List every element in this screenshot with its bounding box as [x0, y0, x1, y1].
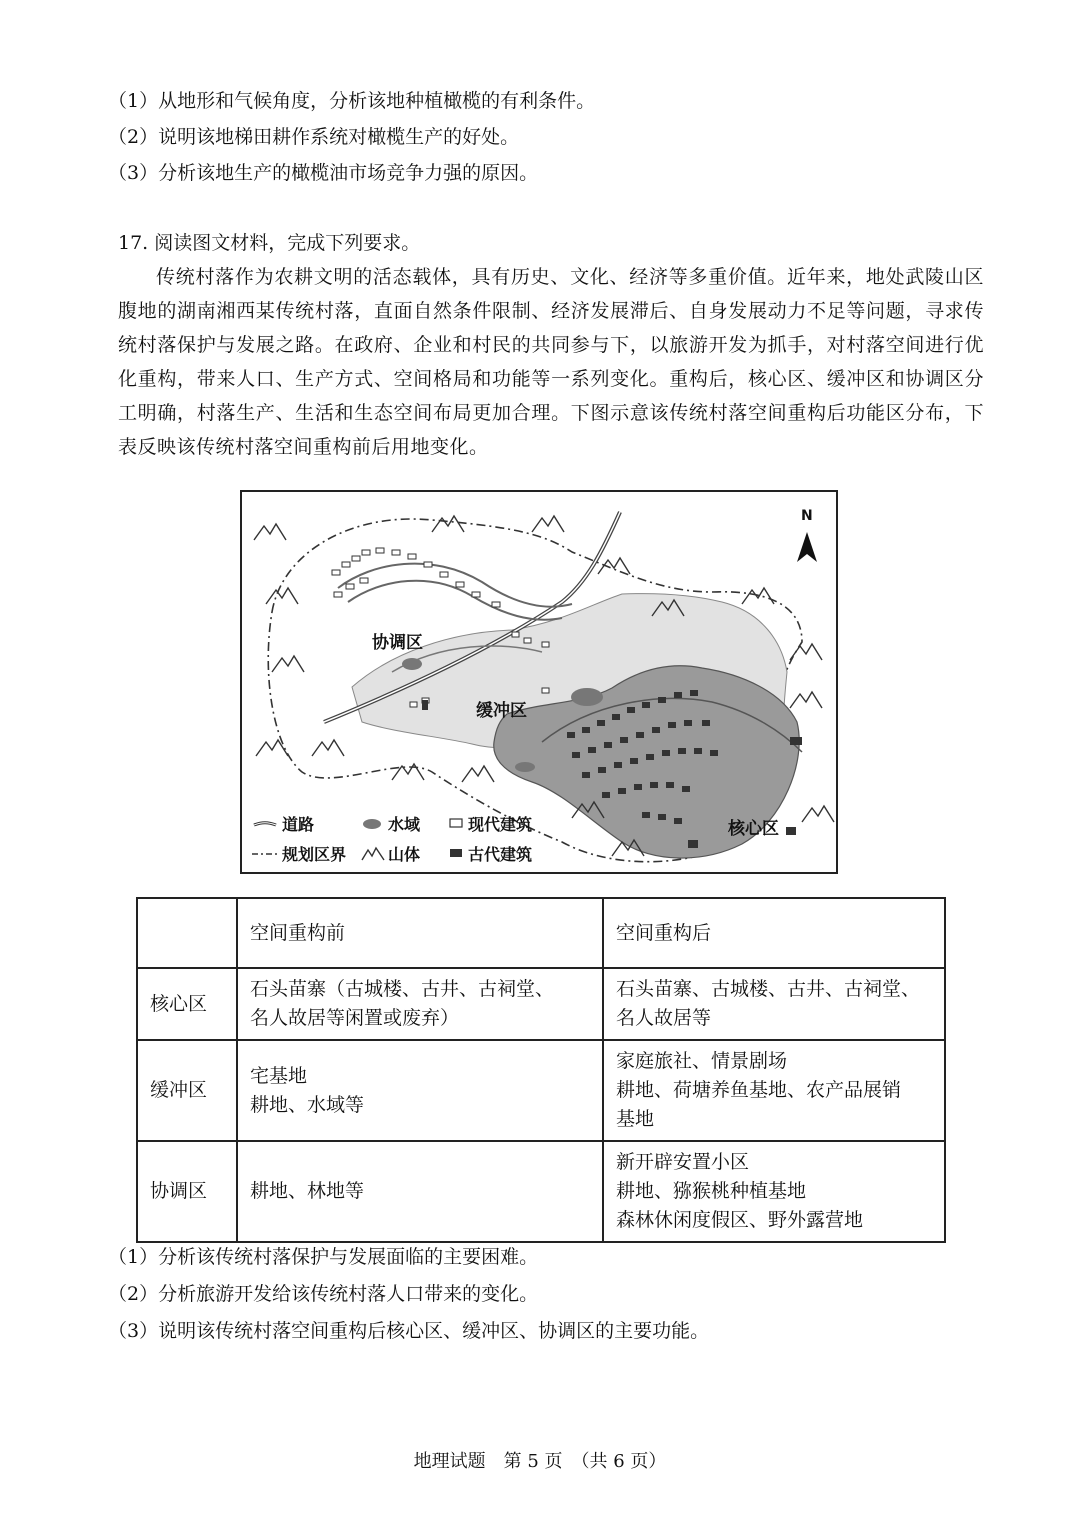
- cell-line: 家庭旅社、情景剧场: [616, 1050, 788, 1072]
- water-body: [515, 762, 535, 772]
- cell-line: 名人故居等闲置或废弃）: [250, 1007, 460, 1029]
- water-body: [571, 688, 603, 706]
- table-header-row: [137, 898, 945, 968]
- table-row: [137, 1040, 945, 1141]
- cell-line: 石头苗寨、古城楼、古井、古祠堂、: [616, 978, 921, 1000]
- cell-line: 名人故居等: [616, 1007, 712, 1029]
- question-item: （3）分析该地生产的橄榄油市场竞争力强的原因。: [108, 162, 539, 184]
- question-item: （3）说明该传统村落空间重构后核心区、缓冲区、协调区的主要功能。: [108, 1320, 710, 1342]
- question-item: （1）分析该传统村落保护与发展面临的主要困难。: [108, 1246, 539, 1268]
- legend-ancient-label: 古代建筑: [468, 845, 533, 864]
- cell-line: 耕地、荷塘养鱼基地、农产品展销: [616, 1079, 902, 1101]
- legend-road-label: 道路: [282, 815, 315, 834]
- water-body: [402, 658, 422, 670]
- question-17-title: 17. 阅读图文材料，完成下列要求。: [118, 232, 421, 254]
- cell-line: 基地: [616, 1108, 655, 1130]
- village-map-figure: [240, 490, 838, 874]
- zone-label-coordination: 协调区: [372, 633, 423, 653]
- table-header-cell: [137, 898, 237, 968]
- table-header-cell: 空间重构前: [237, 898, 603, 968]
- legend-mountain-label: 山体: [388, 845, 421, 864]
- legend-modern-label: 现代建筑: [468, 815, 533, 834]
- zone-cell: 协调区: [137, 1141, 237, 1242]
- table-header-cell: 空间重构后: [603, 898, 945, 968]
- before-cell: [237, 1040, 603, 1141]
- legend-water-label: 水域: [388, 815, 421, 834]
- north-arrow: [797, 532, 817, 562]
- zone-label-core: 核心区: [728, 819, 779, 839]
- question-item: （1）从地形和气候角度，分析该地种植橄榄的有利条件。: [108, 90, 596, 112]
- road: [348, 581, 562, 620]
- zone-cell: 缓冲区: [137, 1040, 237, 1141]
- legend-boundary-label: 规划区界: [282, 845, 347, 864]
- after-cell: [603, 968, 945, 1040]
- cell-line: 新开辟安置小区: [616, 1151, 750, 1173]
- question-item: （2）说明该地梯田耕作系统对橄榄生产的好处。: [108, 126, 520, 148]
- cell-line: 耕地、水域等: [250, 1093, 365, 1116]
- page-footer: 地理试题 第 5 页 （共 6 页）: [413, 1451, 667, 1472]
- cell-line: 石头苗寨（古城楼、古井、古祠堂、: [250, 978, 555, 1000]
- road: [338, 564, 572, 607]
- north-label: N: [801, 508, 813, 524]
- cell-line: 宅基地: [250, 1064, 308, 1087]
- question-17-material: 传统村落作为农耕文明的活态载体，具有历史、文化、经济等多重价值。近年来，地处武陵山区腹地的湖南湘西某传统村落，直面自然条件限制、经济发展滞后、自身发展动力不足等问题，寻求传统村落保护与发展之路。在政府、企业和村民的共同参与下，以旅游开发为抓手，对村落空间进行优化重构，带来人口、生产方式、空间格局和功能等一系列变化。重构后，核心区、缓冲区和协调区分工明确，村落生产、生活和生态空间布局更加合理。下图示意该传统村落空间重构后功能区分布，下表反映该传统村落空间重构前后用地变化。: [118, 266, 984, 458]
- zone-label-buffer: 缓冲区: [476, 701, 527, 721]
- land-use-table: [136, 897, 946, 1243]
- after-cell: [603, 1040, 945, 1141]
- before-cell: [237, 1141, 603, 1242]
- cell-line: 森林休闲度假区、野外露营地: [616, 1209, 864, 1231]
- question-item: （2）分析旅游开发给该传统村落人口带来的变化。: [108, 1283, 539, 1305]
- table-row: [137, 968, 945, 1040]
- zone-cell: 核心区: [137, 968, 237, 1040]
- before-cell: [237, 968, 603, 1040]
- table-row: [137, 1141, 945, 1242]
- cell-line: 耕地、猕猴桃种植基地: [616, 1180, 807, 1202]
- cell-line: 耕地、林地等: [250, 1180, 365, 1202]
- after-cell: [603, 1141, 945, 1242]
